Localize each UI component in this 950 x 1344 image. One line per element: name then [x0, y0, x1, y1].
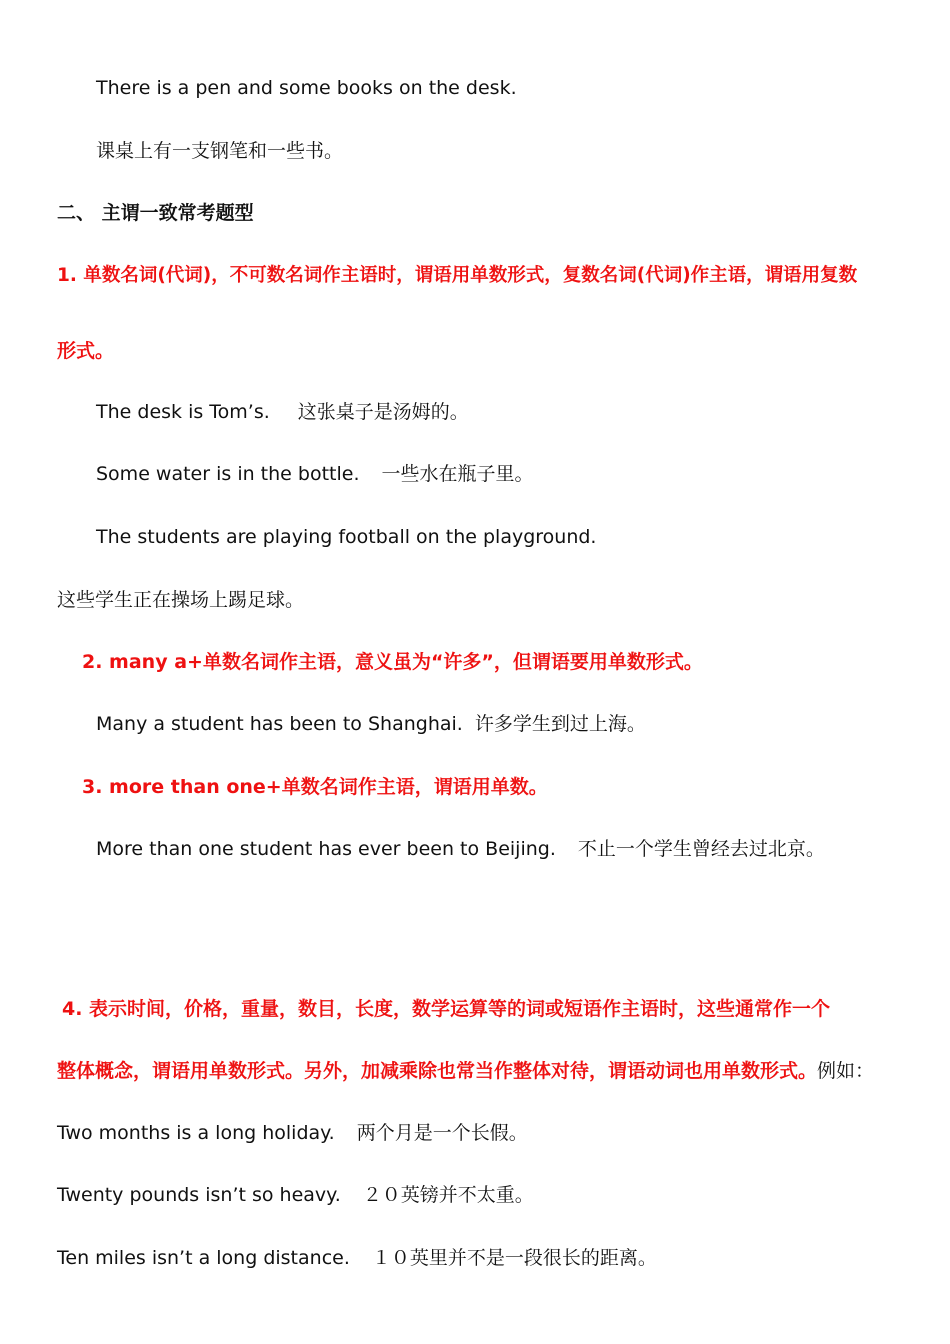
- rule-1-line-2: 形式。: [57, 340, 115, 362]
- example-6-en: Two months is a long holiday.: [57, 1122, 335, 1144]
- example-1: [96, 400, 469, 424]
- example-4-zh: 许多学生到过上海。: [474, 713, 646, 735]
- example-8-zh: １０英里并不是一段很长的距离。: [371, 1247, 657, 1269]
- example-7: [57, 1183, 534, 1207]
- example-3-en: The students are playing football on the playground.: [96, 526, 597, 548]
- example-8-en: Ten miles isn’t a long distance.: [57, 1247, 350, 1269]
- rule-3: 3. more than one+单数名词作主语，谓语用单数。: [82, 776, 548, 798]
- rule-4-example-lead: 例如：: [817, 1060, 875, 1082]
- example-sentence-en: There is a pen and some books on the desk.: [96, 77, 517, 99]
- example-7-zh: ２０英镑并不太重。: [362, 1184, 534, 1206]
- example-2-zh: 一些水在瓶子里。: [381, 463, 534, 485]
- example-8: [57, 1246, 657, 1270]
- example-6-zh: 两个月是一个长假。: [356, 1122, 528, 1144]
- example-sentence-zh: 课桌上有一支钢笔和一些书。: [96, 140, 344, 162]
- example-5-en: More than one student has ever been to Beijing.: [96, 838, 556, 860]
- rule-4-line-2-text: 整体概念，谓语用单数形式。另外，加减乘除也常当作整体对待，谓语动词也用单数形式。: [57, 1060, 818, 1082]
- example-6: [57, 1121, 528, 1145]
- rule-4-line-1: 4. 表示时间，价格，重量，数目，长度，数学运算等的词或短语作主语时，这些通常作一个: [62, 998, 831, 1020]
- example-1-en: The desk is Tom’s.: [96, 401, 270, 423]
- example-2: [96, 462, 534, 486]
- example-4: [96, 712, 646, 736]
- example-3-zh: 这些学生正在操场上踢足球。: [57, 589, 305, 611]
- example-4-en: Many a student has been to Shanghai.: [96, 713, 463, 735]
- rule-1-line-1: 1. 单数名词(代词)，不可数名词作主语时，谓语用单数形式，复数名词(代词)作主语，谓语用复数: [57, 265, 858, 286]
- rule-4-line-2: [57, 1059, 874, 1083]
- example-7-en: Twenty pounds isn’t so heavy.: [57, 1184, 341, 1206]
- example-5-zh: 不止一个学生曾经去过北京。: [577, 838, 825, 860]
- rule-2: 2. many a+单数名词作主语，意义虽为“许多”，但谓语要用单数形式。: [82, 651, 703, 673]
- example-2-en: Some water is in the bottle.: [96, 463, 360, 485]
- section-heading: 二、 主谓一致常考题型: [57, 202, 254, 224]
- example-1-zh: 这张桌子是汤姆的。: [297, 401, 469, 423]
- example-5: [96, 837, 825, 861]
